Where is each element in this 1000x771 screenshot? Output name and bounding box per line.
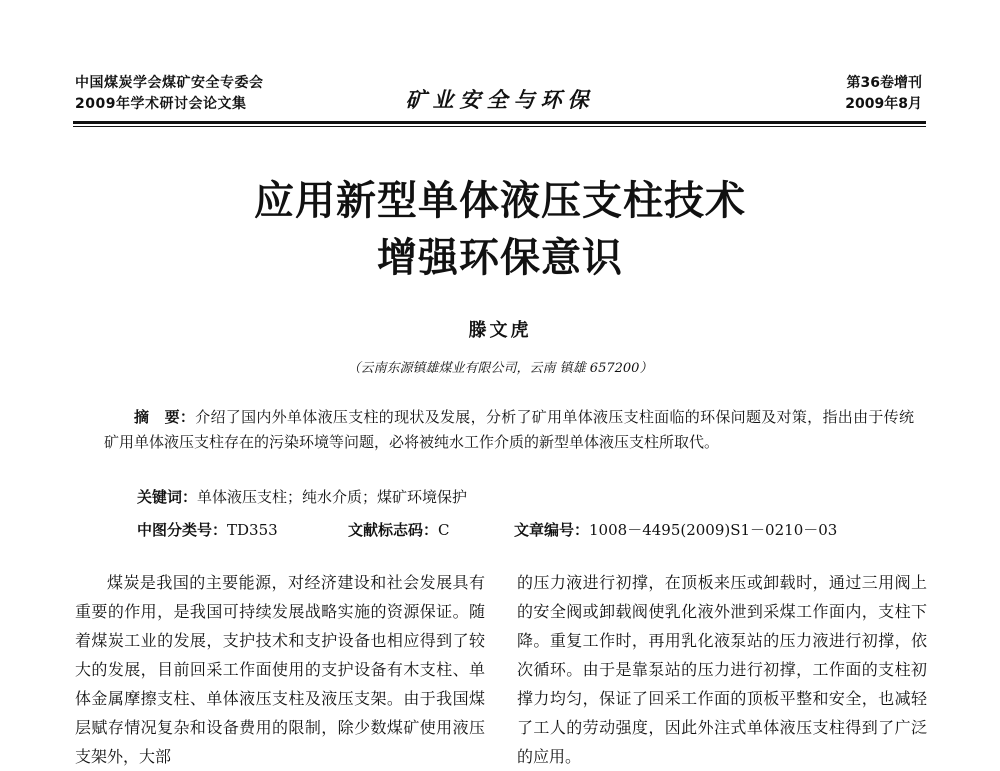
classification-value: TD353 [227,521,278,539]
running-header-left [75,73,264,115]
author-affiliation: （云南东源镇雄煤业有限公司，云南 镇雄 657200） [347,361,653,376]
header-rule-thin [73,126,926,127]
proceedings-name: 2009年学术研讨会论文集 [75,96,247,112]
publication-date: 2009年8月 [845,96,922,112]
title-line-1: 应用新型单体液压支柱技术 [254,178,746,224]
classification-number [137,518,278,543]
conference-name: 中国煤炭学会煤矿安全专委会 [75,75,264,91]
document-code-value: C [438,521,450,539]
journal-title: 矿业安全与环保 [405,87,595,112]
article-number-label: 文章编号： [514,521,590,539]
author-name: 滕文虎 [468,320,532,341]
running-header-right [845,73,922,115]
title-line-2: 增强环保意识 [377,235,623,281]
body-column-right: 的压力液进行初撑，在顶板来压或卸载时，通过三用阀上的安全阀或卸载阀使乳化液外泄到采煤工作面内，支柱下降。重复工作时，再用乳化液泵站的压力液进行初撑，依次循环。由于是靠泵站的压力进行初撑，工作面的支柱初撑力均匀，保证了回采工作面的顶板平整和安全，也减轻了工人的劳动强度，因此外注式单体液压支柱得到了广泛的应用。 [517,573,927,766]
abstract [104,405,914,455]
issue-info: 第36卷增刊 [846,75,922,91]
article-title [0,173,1000,287]
article-number [514,518,837,543]
abstract-label: 摘 要： [134,408,196,426]
keywords-text: 单体液压支柱；纯水介质；煤矿环境保护 [197,488,468,506]
keywords-label: 关键词： [137,488,198,506]
classification-label: 中图分类号： [137,521,228,539]
keywords [137,485,467,510]
body-column-left: 煤炭是我国的主要能源，对经济建设和社会发展具有重要的作用，是我国可持续发展战略实施的资源保证。随着煤炭工业的发展，支护技术和支护设备也相应得到了较大的发展，目前回采工作面使用的支护设备有木支柱、单体金属摩擦支柱、单体液压支柱及液压支架。由于我国煤层赋存情况复杂和设备费用的限制，除少数煤矿使用液压支架外，大部 [75,573,485,766]
abstract-text: 介绍了国内外单体液压支柱的现状及发展，分析了矿用单体液压支柱面临的环保问题及对策，指出由于传统矿用单体液压支柱存在的污染环境等问题，必将被纯水工作介质的新型单体液压支柱所取代。 [104,408,914,451]
document-code [348,518,450,543]
header-rule-thick [73,121,926,124]
article-number-value: 1008－4495(2009)S1－0210－03 [589,521,838,539]
document-code-label: 文献标志码： [348,521,439,539]
